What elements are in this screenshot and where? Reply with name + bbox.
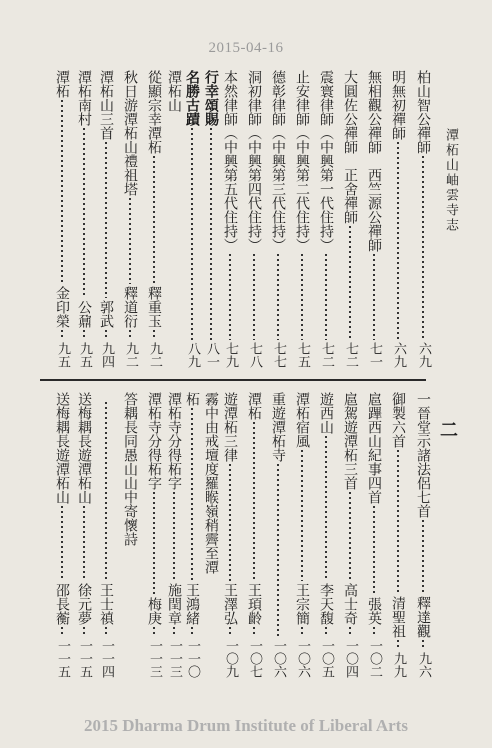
toc-page-number: 七七 [271,342,286,368]
dot-leader [422,520,424,594]
lower-toc-entry [388,392,408,678]
toc-entry-author: 釋道衍 [122,286,138,328]
toc-page-number: 一一〇 [185,639,200,678]
toc-entry-title: 扈駕遊潭柘三首 [342,392,358,490]
dot-leader [301,254,303,340]
toc-entry-author: 張英 [366,597,382,625]
toc-entry-title: 答耦長同愚山山中寄懷詩 [122,392,138,546]
upper-toc-entry [96,70,116,368]
dot-leader [105,627,107,637]
toc-entry-title: 送梅耦長遊潭柘山 [76,392,92,504]
upper-toc-entry [340,70,360,368]
toc-entry-author: 清聖祖 [390,596,406,638]
toc-entry-title: 送梅耦長遊潭柘山 [54,392,70,504]
lower-toc-entry [292,392,312,678]
toc-page-number: 九二 [147,342,162,368]
lower-toc-entry [52,392,72,678]
toc-page-number: 七一 [367,342,382,368]
lower-toc-entry [340,392,360,678]
toc-entry-title: 潭柘山三首 [98,70,114,140]
toc-entry-author: 梅庚 [146,597,162,625]
toc-entry-title: 從顯宗幸潭柘 [146,70,162,154]
dot-leader [301,627,303,637]
upper-toc-entry [413,70,433,368]
toc-entry-title: 潭柘南村 [76,70,92,126]
upper-toc-entry [364,70,384,368]
toc-entry-title: 潭柘宿風 [294,392,310,448]
toc-entry-title: 柏山智公禪師 [415,70,431,154]
lower-toc-entry [413,392,433,678]
toc-entry-title: 一晉堂示諸法侶七首 [415,392,431,518]
dot-leader [173,492,175,581]
toc-entry-title: 秋日游潭柘山禮祖塔 [122,70,138,196]
toc-entry-author: 王鴻緒 [184,583,200,625]
lower-toc-entry [164,392,184,678]
toc-page-number: 一一三 [167,639,182,678]
dot-leader [349,226,351,340]
toc-entry-title: 霧中由戒壇度羅睺嶺稍霽至潭 [203,392,219,574]
dot-leader [397,450,399,594]
toc-page-number: 一一四 [99,639,114,678]
toc-entry-author: 徐元夢 [76,583,92,625]
toc-entry-title: 無相觀公禪師 西竺源公禪師 [366,70,382,252]
toc-entry-author: 高士奇 [342,583,358,625]
toc-page-number: 一一三 [147,639,162,678]
dot-leader [191,128,193,340]
toc-page-number: 九二 [123,342,138,368]
dot-leader [129,330,131,340]
toc-entry-title: 德彰律師（中興第三代住持） [270,70,286,252]
toc-page-number: 七五 [295,342,310,368]
toc-page-number: 九五 [55,342,70,368]
section-divider [40,379,426,381]
lower-toc-entry [220,392,240,678]
toc-page-number: 六九 [416,342,431,368]
toc-page-number: 九九 [391,652,406,678]
dot-leader [277,254,279,340]
dot-leader [191,408,193,581]
dot-leader [397,640,399,650]
toc-page-number: 一〇九 [223,639,238,678]
dot-leader [153,330,155,340]
toc-page-number: 六九 [391,342,406,368]
dot-leader [325,254,327,340]
upper-toc-entry [268,70,288,368]
toc-entry-title: 御製六首 [390,392,406,448]
dot-leader [301,450,303,581]
toc-entry-author: 王澤弘 [222,583,238,625]
toc-page-number: 一〇五 [319,639,334,678]
upper-toc-entry [120,70,140,368]
toc-page-number: 八一 [204,342,219,368]
toc-entry-author: 釋重玉 [146,286,162,328]
lower-toc-entry [201,392,221,678]
upper-toc-entry [74,70,94,368]
toc-entry-title: 重遊潭柘寺 [270,392,286,462]
toc-page-number: 九五 [77,342,92,368]
toc-entry-title: 潭柘 [246,392,262,420]
lower-toc-entry [364,392,384,678]
dot-leader [422,156,424,340]
dot-leader [349,627,351,637]
toc-page-number: 一一五 [77,639,92,678]
upper-toc-entry [164,70,184,368]
dot-leader [229,627,231,637]
toc-entry-author: 王頊齡 [246,583,262,625]
lower-toc-entry [182,392,202,678]
lower-toc-entry [74,392,94,678]
toc-entry-author: 王士禛 [98,583,114,625]
dot-leader [373,506,375,595]
dot-leader [373,254,375,340]
lower-toc-entry [144,392,164,678]
toc-entry-author: 郭武 [98,300,114,328]
toc-entry-title: 明無初禪師 [390,70,406,140]
toc-entry-author: 釋達觀 [415,596,431,638]
dot-leader [83,128,85,298]
toc-entry-title: 潭柘 [54,70,70,98]
toc-page-number: 一〇七 [247,639,262,678]
toc-page-number: 七二 [343,342,358,368]
upper-toc-entry [244,70,264,368]
dot-leader [397,142,399,340]
toc-entry-title: 行幸頌賜 [203,70,219,126]
toc-entry-title: 潭柘山 [166,70,182,112]
toc-page-number: 一〇六 [271,639,286,678]
institution-watermark: 2015 Dharma Drum Institute of Liberal Arts [84,716,408,735]
upper-toc-entry [292,70,312,368]
toc-entry-title: 大圓佐公禪師 正舍禪師 [342,70,358,224]
toc-entry-title: 柘 [184,392,200,406]
page-number: 二 [437,420,458,438]
dot-leader [105,330,107,340]
toc-page-number: 七八 [247,342,262,368]
running-header-title: 潭柘山岫雲寺志 [443,128,458,233]
toc-entry-author: 施閏章 [166,583,182,625]
dot-leader [105,142,107,298]
toc-entry-title: 止安律師（中興第二代住持） [294,70,310,252]
dot-leader [422,640,424,650]
lower-toc-entry [268,392,288,678]
dot-leader [105,402,107,581]
dot-leader [253,422,255,581]
lower-toc-entry [120,392,140,678]
toc-page-number: 七九 [223,342,238,368]
dot-leader [253,254,255,340]
upper-toc-entry [182,70,202,368]
toc-entry-title: 洞初律師（中興第四代住持） [246,70,262,252]
upper-toc-entry [388,70,408,368]
toc-entry-author: 李天馥 [318,583,334,625]
dot-leader [229,464,231,581]
dot-leader [277,464,279,637]
toc-page-number: 一〇二 [367,639,382,678]
toc-page-number: 一〇四 [343,639,358,678]
lower-toc-entry [96,392,116,678]
toc-entry-title: 本然律師（中興第五代住持） [222,70,238,252]
toc-page-number: 九四 [99,342,114,368]
dot-leader [83,506,85,581]
toc-page-number: 一一五 [55,639,70,678]
upper-toc-entry [144,70,164,368]
toc-entry-author: 金印榮 [54,286,70,328]
dot-leader [83,627,85,637]
upper-toc-entry [201,70,221,368]
toc-page-number: 九六 [416,652,431,678]
dot-leader [129,198,131,284]
toc-entry-title: 潭柘寺分得柘字 [146,392,162,490]
dot-leader [153,492,155,595]
dot-leader [349,492,351,581]
dot-leader [61,506,63,581]
toc-page-number: 八九 [185,342,200,368]
toc-entry-title: 震寰律師（中興第一代住持） [318,70,334,252]
toc-entry-title: 潭柘寺分得柘字 [166,392,182,490]
dot-leader [210,128,212,340]
dot-leader [229,254,231,340]
dot-leader [61,100,63,284]
toc-entry-title: 扈蹕西山紀事四首 [366,392,382,504]
dot-leader [61,627,63,637]
dot-leader [253,627,255,637]
dot-leader [153,156,155,284]
toc-page-number: 七二 [319,342,334,368]
lower-toc-entry [316,392,336,678]
toc-entry-title: 名勝古蹟 [184,70,200,126]
toc-page-number: 一〇六 [295,639,310,678]
toc-entry-author: 王宗簡 [294,583,310,625]
dot-leader [153,627,155,637]
upper-toc-entry [52,70,72,368]
dot-leader [325,627,327,637]
date-watermark: 2015-04-16 [208,40,284,56]
toc-entry-title: 遊西山 [318,392,334,434]
upper-toc-entry [220,70,240,368]
dot-leader [325,436,327,581]
toc-entry-author: 邵長蘅 [54,583,70,625]
toc-entry-title: 遊潭柘三律 [222,392,238,462]
upper-toc-entry [316,70,336,368]
toc-entry-author: 公鼐 [76,300,92,328]
dot-leader [83,330,85,340]
dot-leader [61,330,63,340]
dot-leader [373,627,375,637]
dot-leader [191,627,193,637]
lower-toc-entry [244,392,264,678]
dot-leader [173,627,175,637]
